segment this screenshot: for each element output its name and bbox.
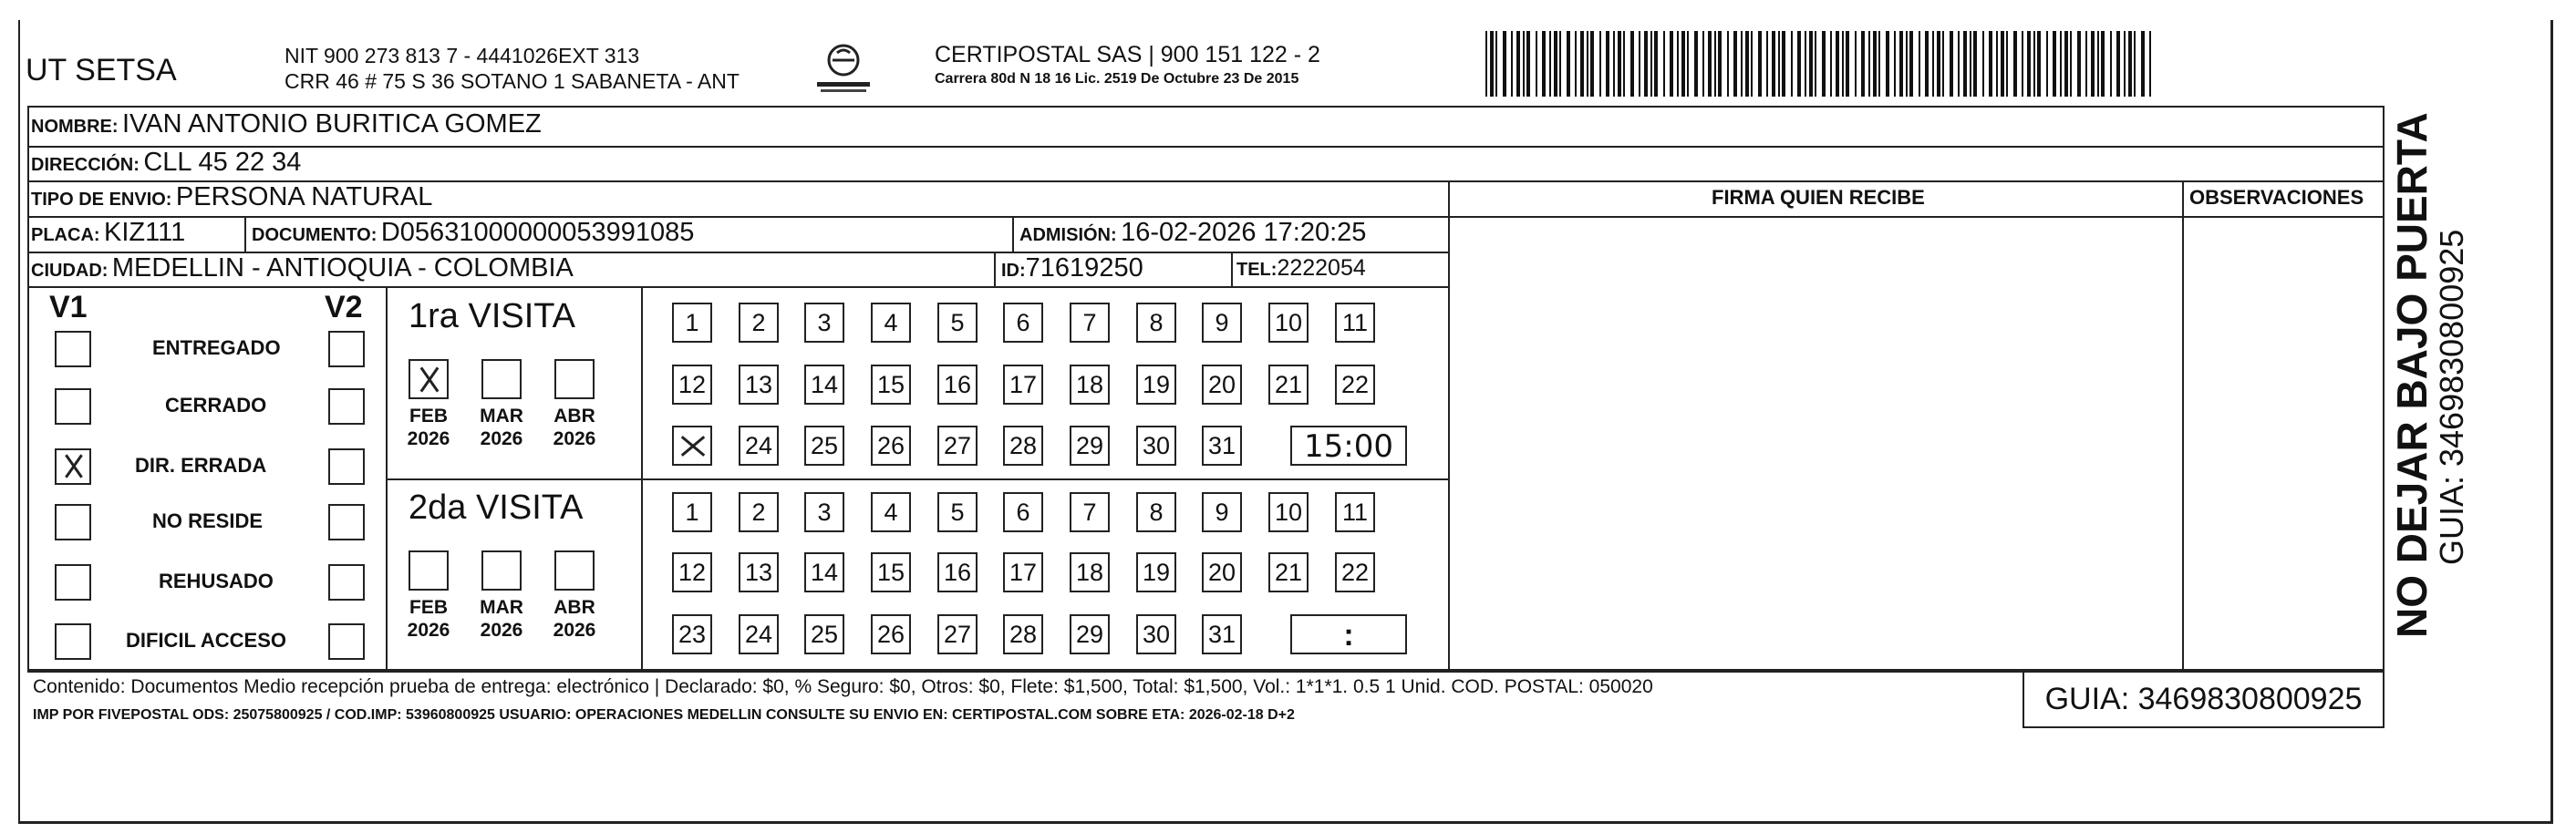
barcode-bar — [1654, 31, 1658, 97]
visit2-month-label: FEB — [409, 597, 448, 618]
guia-number-box: GUIA: 3469830800925 — [2023, 670, 2385, 728]
barcode-bar — [1815, 31, 1816, 97]
visit2-month-caption — [474, 596, 529, 642]
tipo-envio-row — [31, 182, 432, 212]
visit2-day-28[interactable]: 28 — [1003, 614, 1043, 654]
visit2-day-22[interactable]: 22 — [1335, 552, 1375, 592]
barcode-bar — [2033, 31, 2035, 97]
visit2-day-29[interactable]: 29 — [1070, 614, 1110, 654]
barcode-bar — [1778, 31, 1780, 97]
visit1-year-label: 2026 — [407, 428, 450, 449]
barcode-image — [1484, 31, 2157, 97]
visit2-month-checkbox-mar[interactable] — [481, 550, 522, 591]
barcode-bar — [2116, 31, 2120, 97]
certipostal-nit: CERTIPOSTAL SAS | 900 151 122 - 2 — [935, 42, 1320, 67]
visit1-month-checkbox-mar[interactable] — [481, 359, 522, 399]
visit2-day-26[interactable]: 26 — [871, 614, 911, 654]
barcode-bar — [1919, 31, 1920, 97]
visit1-day-31[interactable]: 31 — [1202, 426, 1242, 466]
barcode-bar — [1554, 31, 1557, 97]
barcode-bar — [1567, 31, 1570, 97]
barcode-bar — [1590, 31, 1594, 97]
visit1-day-20[interactable]: 20 — [1202, 365, 1242, 405]
barcode-bar — [1942, 31, 1944, 97]
visit2-day-21[interactable]: 21 — [1268, 552, 1309, 592]
tel-value: 2222054 — [1277, 255, 1366, 281]
visit1-year-label: 2026 — [553, 428, 596, 449]
status-label-6: DIFICIL ACCESO — [126, 629, 287, 652]
barcode-bar — [1906, 31, 1908, 97]
barcode-bar — [2128, 31, 2132, 97]
barcode-bar — [1805, 31, 1806, 97]
barcode-bar — [1687, 31, 1689, 97]
visit2-time[interactable]: : — [1290, 614, 1407, 654]
certipostal-logo-icon — [812, 40, 875, 97]
v2-checkbox-3[interactable] — [328, 448, 365, 485]
visit2-day-8[interactable]: 8 — [1136, 492, 1176, 532]
documento-value: D05631000000053991085 — [380, 218, 695, 247]
admision-cell — [1019, 218, 1366, 248]
barcode-bar — [1973, 31, 1977, 97]
barcode-bar — [2077, 31, 2081, 97]
barcode-bar — [1766, 31, 1768, 97]
visit1-month-caption — [474, 405, 529, 450]
barcode-bar — [1842, 31, 1844, 97]
barcode-bar — [1606, 31, 1609, 97]
v2-checkbox-5[interactable] — [328, 564, 365, 601]
barcode-bar — [1963, 31, 1967, 97]
barcode-bar — [2006, 31, 2008, 97]
visit1-title: 1ra VISITA — [409, 297, 576, 335]
barcode-bar — [1861, 31, 1865, 97]
direccion-label: DIRECCIÓN: — [31, 155, 140, 175]
direccion-value: CLL 45 22 34 — [143, 148, 302, 177]
visit1-month-checkbox-feb[interactable] — [409, 359, 449, 399]
visit2-month-checkbox-abr[interactable] — [554, 550, 595, 591]
barcode-bar — [1855, 31, 1857, 97]
barcode-bar — [1899, 31, 1903, 97]
status-label-5: REHUSADO — [159, 570, 274, 592]
barcode-bar — [1932, 31, 1934, 97]
certipostal-license: Carrera 80d N 18 16 Lic. 2519 De Octubre 23 De 2015 — [935, 71, 1299, 87]
placa-value: KIZ111 — [104, 218, 186, 247]
barcode-bar — [1950, 31, 1953, 97]
visit2-day-25[interactable]: 25 — [804, 614, 844, 654]
tel-label: TEL: — [1236, 260, 1278, 280]
barcode-bar — [1846, 31, 1849, 97]
barcode-bar — [1663, 31, 1665, 97]
visit2-day-13[interactable]: 13 — [739, 552, 779, 592]
visit1-day-16[interactable]: 16 — [937, 365, 978, 405]
company-nit: NIT 900 273 813 7 - 4441026EXT 313 — [284, 44, 640, 67]
visit1-day-3[interactable]: 3 — [804, 303, 844, 343]
barcode-bar — [1958, 31, 1960, 97]
barcode-bar — [2097, 31, 2099, 97]
barcode-bar — [1718, 31, 1722, 97]
visit1-day-5[interactable]: 5 — [937, 303, 978, 343]
visit1-day-6[interactable]: 6 — [1003, 303, 1043, 343]
v1-checkbox-5[interactable] — [55, 564, 91, 601]
barcode-bar — [1580, 31, 1584, 97]
barcode-bar — [1677, 31, 1679, 97]
visit1-day-1[interactable]: 1 — [672, 303, 712, 343]
visit2-day-6[interactable]: 6 — [1003, 492, 1043, 532]
visit2-day-15[interactable]: 15 — [871, 552, 911, 592]
barcode-bar — [2064, 31, 2068, 97]
barcode-bar — [2149, 31, 2151, 97]
visit1-day-28[interactable]: 28 — [1003, 426, 1043, 466]
nombre-row — [31, 109, 542, 139]
visit2-month-caption — [547, 596, 602, 642]
v1-checkbox-6[interactable] — [55, 623, 91, 660]
barcode-bar — [1681, 31, 1685, 97]
status-label-2: CERRADO — [165, 394, 267, 416]
barcode-bar — [1495, 31, 1497, 97]
visit1-day-30[interactable]: 30 — [1136, 426, 1176, 466]
nombre-label: NOMBRE: — [31, 117, 119, 137]
placa-label: PLACA: — [31, 225, 100, 245]
barcode-bar — [2070, 31, 2072, 97]
visit1-day-14[interactable]: 14 — [804, 365, 844, 405]
visit1-day-23[interactable] — [672, 426, 712, 466]
barcode-bar — [1745, 31, 1749, 97]
barcode-bar — [2141, 31, 2145, 97]
tel-cell — [1236, 255, 1366, 282]
v1-header: V1 — [49, 290, 88, 324]
visit1-day-18[interactable]: 18 — [1070, 365, 1110, 405]
visit2-day-23[interactable]: 23 — [672, 614, 712, 654]
barcode-bar — [1516, 31, 1520, 97]
visit1-day-25[interactable]: 25 — [804, 426, 844, 466]
v1-checkbox-1[interactable] — [55, 331, 91, 367]
visit1-time[interactable]: 15:00 — [1290, 426, 1407, 466]
visit2-day-5[interactable]: 5 — [937, 492, 978, 532]
visit1-day-17[interactable]: 17 — [1003, 365, 1043, 405]
visit1-month-caption — [547, 405, 602, 450]
visit2-day-27[interactable]: 27 — [937, 614, 978, 654]
barcode-bar — [2101, 31, 2105, 97]
barcode-bar — [1925, 31, 1929, 97]
barcode-bar — [2027, 31, 2031, 97]
barcode-bar — [1542, 31, 1546, 97]
barcode-bar — [2091, 31, 2095, 97]
barcode-bar — [2060, 31, 2062, 97]
barcode-bar — [1937, 31, 1940, 97]
barcode-bar — [1970, 31, 1971, 97]
visit1-year-label: 2026 — [480, 428, 523, 449]
v1-checkbox-4[interactable] — [55, 504, 91, 540]
nombre-value: IVAN ANTONIO BURITICA GOMEZ — [122, 109, 542, 139]
visit2-month-caption — [401, 596, 456, 642]
v1-checkbox-3[interactable] — [55, 448, 91, 485]
barcode-bar — [1559, 31, 1561, 97]
placa-cell — [31, 218, 185, 248]
visit2-day-14[interactable]: 14 — [804, 552, 844, 592]
v2-header: V2 — [325, 290, 363, 324]
visit1-day-10[interactable]: 10 — [1268, 303, 1309, 343]
barcode-bar — [1714, 31, 1716, 97]
barcode-bar — [1791, 31, 1793, 97]
visit2-year-label: 2026 — [553, 620, 596, 641]
visit1-day-2[interactable]: 2 — [739, 303, 779, 343]
barcode-bar — [1623, 31, 1625, 97]
barcode-bar — [1639, 31, 1640, 97]
visit2-day-24[interactable]: 24 — [739, 614, 779, 654]
barcode-bar — [1996, 31, 1998, 97]
barcode-bar — [2085, 31, 2087, 97]
barcode-bar — [1982, 31, 1984, 97]
barcode-bar — [1694, 31, 1698, 97]
barcode-bar — [1989, 31, 1992, 97]
barcode-bar — [1873, 31, 1877, 97]
visit1-day-22[interactable]: 22 — [1335, 365, 1375, 405]
barcode-bar — [1741, 31, 1743, 97]
visit2-day-4[interactable]: 4 — [871, 492, 911, 532]
barcode-bar — [1886, 31, 1889, 97]
barcode-bar — [2001, 31, 2004, 97]
print-info: IMP POR FIVEPOSTAL ODS: 25075800925 / COD.IMP: 53960800925 USUARIO: OPERACIONES MEDELLIN CONSULTE SU ENVIO EN: CERTIPOSTAL.COM SOBRE ETA: 2026-02-18 D+2 — [33, 707, 1295, 723]
barcode-bar — [1758, 31, 1762, 97]
visit1-month-label: ABR — [553, 406, 595, 427]
ciudad-cell — [31, 253, 574, 283]
documento-label: DOCUMENTO: — [252, 225, 378, 245]
visit2-day-7[interactable]: 7 — [1070, 492, 1110, 532]
barcode-bar — [1490, 31, 1494, 97]
barcode-bar — [2124, 31, 2126, 97]
visit2-day-20[interactable]: 20 — [1202, 552, 1242, 592]
admision-label: ADMISIÓN: — [1019, 225, 1117, 245]
admision-value: 16-02-2026 17:20:25 — [1121, 218, 1367, 247]
visit2-day-1[interactable]: 1 — [672, 492, 712, 532]
barcode-bar — [1868, 31, 1870, 97]
barcode-bar — [1708, 31, 1712, 97]
visit1-day-26[interactable]: 26 — [871, 426, 911, 466]
barcode-bar — [2053, 31, 2056, 97]
visit2-year-label: 2026 — [407, 620, 450, 641]
v2-checkbox-6[interactable] — [328, 623, 365, 660]
visit2-month-label: MAR — [480, 597, 523, 618]
visit2-day-30[interactable]: 30 — [1136, 614, 1176, 654]
barcode-bar — [1575, 31, 1577, 97]
barcode-bar — [1809, 31, 1813, 97]
visit1-month-label: FEB — [409, 406, 448, 427]
barcode-bar — [1503, 31, 1506, 97]
barcode-bar — [1511, 31, 1513, 97]
barcode-bar — [1836, 31, 1839, 97]
visit2-title: 2da VISITA — [409, 488, 584, 527]
barcode-bar — [1630, 31, 1634, 97]
visit1-day-21[interactable]: 21 — [1268, 365, 1309, 405]
contents-summary: Contenido: Documentos Medio recepción prueba de entrega: electrónico | Declarado: $0, % Seguro: $0, Otros: $0, Flete: $1,500, Total: $1,500, Vol.: 1*1*1. 0.5 1 Unid. COD. POSTAL: 050020 — [33, 676, 1653, 697]
ciudad-label: CIUDAD: — [31, 261, 109, 281]
barcode-bar — [1618, 31, 1621, 97]
direccion-row — [31, 148, 301, 178]
barcode-bar — [2022, 31, 2023, 97]
barcode-bar — [1587, 31, 1588, 97]
visit2-day-2[interactable]: 2 — [739, 492, 779, 532]
side-guia-number: GUIA: 3469830800925 — [2433, 229, 2470, 565]
visit1-month-checkbox-abr[interactable] — [554, 359, 595, 399]
barcode-bar — [1549, 31, 1551, 97]
ciudad-value: MEDELLIN - ANTIOQUIA - COLOMBIA — [111, 253, 574, 283]
visit1-month-caption — [401, 405, 456, 450]
barcode-bar — [2013, 31, 2017, 97]
id-cell — [1001, 253, 1143, 283]
visit1-day-13[interactable]: 13 — [739, 365, 779, 405]
barcode-bar — [1526, 31, 1530, 97]
tipo-envio-label: TIPO DE ENVIO: — [31, 190, 172, 210]
visit1-day-12[interactable]: 12 — [672, 365, 712, 405]
barcode-bar — [1702, 31, 1704, 97]
status-label-4: NO RESIDE — [152, 509, 264, 532]
visit2-day-11[interactable]: 11 — [1335, 492, 1375, 532]
visit2-month-checkbox-feb[interactable] — [409, 550, 449, 591]
barcode-bar — [1733, 31, 1737, 97]
visit2-day-19[interactable]: 19 — [1136, 552, 1176, 592]
v1-checkbox-2[interactable] — [55, 388, 91, 425]
visit2-day-9[interactable]: 9 — [1202, 492, 1242, 532]
barcode-bar — [1894, 31, 1896, 97]
visit2-day-12[interactable]: 12 — [672, 552, 712, 592]
barcode-bar — [1772, 31, 1775, 97]
v2-checkbox-1[interactable] — [328, 331, 365, 367]
barcode-bar — [2110, 31, 2112, 97]
barcode-bar — [1670, 31, 1673, 97]
visit2-day-17[interactable]: 17 — [1003, 552, 1043, 592]
barcode-bar — [1830, 31, 1832, 97]
firma-quien-recibe-header: FIRMA QUIEN RECIBE — [1712, 186, 1925, 209]
visit1-day-4[interactable]: 4 — [871, 303, 911, 343]
visit1-day-27[interactable]: 27 — [937, 426, 978, 466]
barcode-bar — [2134, 31, 2136, 97]
visit1-day-15[interactable]: 15 — [871, 365, 911, 405]
barcode-bar — [1727, 31, 1729, 97]
barcode-bar — [1650, 31, 1652, 97]
barcode-bar — [2037, 31, 2041, 97]
tipo-envio-value: PERSONA NATURAL — [175, 182, 433, 211]
company-address: CRR 46 # 75 S 36 SOTANO 1 SABANETA - ANT — [284, 69, 740, 93]
visit2-day-16[interactable]: 16 — [937, 552, 978, 592]
barcode-bar — [1485, 31, 1487, 97]
barcode-bar — [1797, 31, 1801, 97]
id-label: ID: — [1001, 261, 1026, 281]
visit2-day-18[interactable]: 18 — [1070, 552, 1110, 592]
visit2-day-3[interactable]: 3 — [804, 492, 844, 532]
barcode-bar — [1536, 31, 1537, 97]
status-label-3: DIR. ERRADA — [135, 454, 267, 477]
v2-checkbox-2[interactable] — [328, 388, 365, 425]
barcode-bar — [1909, 31, 1913, 97]
barcode-bar — [2046, 31, 2048, 97]
barcode-bar — [1613, 31, 1615, 97]
visit1-day-7[interactable]: 7 — [1070, 303, 1110, 343]
visit1-day-29[interactable]: 29 — [1070, 426, 1110, 466]
barcode-bar — [1644, 31, 1648, 97]
v2-checkbox-4[interactable] — [328, 504, 365, 540]
barcode-bar — [1599, 31, 1601, 97]
visit1-day-11[interactable]: 11 — [1335, 303, 1375, 343]
visit2-day-31[interactable]: 31 — [1202, 614, 1242, 654]
visit2-month-label: ABR — [553, 597, 595, 618]
barcode-bar — [1822, 31, 1826, 97]
visit2-day-10[interactable]: 10 — [1268, 492, 1309, 532]
visit1-day-19[interactable]: 19 — [1136, 365, 1176, 405]
no-dejar-bajo-puerta: NO DEJAR BAJO PUERTA — [2388, 112, 2436, 638]
documento-cell — [252, 218, 694, 248]
status-label-1: ENTREGADO — [152, 336, 281, 359]
barcode-bar — [1751, 31, 1753, 97]
visit1-day-9[interactable]: 9 — [1202, 303, 1242, 343]
visit1-day-8[interactable]: 8 — [1136, 303, 1176, 343]
visit1-month-label: MAR — [480, 406, 523, 427]
visit1-day-24[interactable]: 24 — [739, 426, 779, 466]
observaciones-header: OBSERVACIONES — [2189, 186, 2364, 209]
company-name: UT SETSA — [26, 53, 177, 87]
id-value: 71619250 — [1025, 253, 1143, 283]
barcode-bar — [1523, 31, 1525, 97]
visit2-year-label: 2026 — [480, 620, 523, 641]
barcode-bar — [1782, 31, 1785, 97]
barcode-bar — [1878, 31, 1880, 97]
